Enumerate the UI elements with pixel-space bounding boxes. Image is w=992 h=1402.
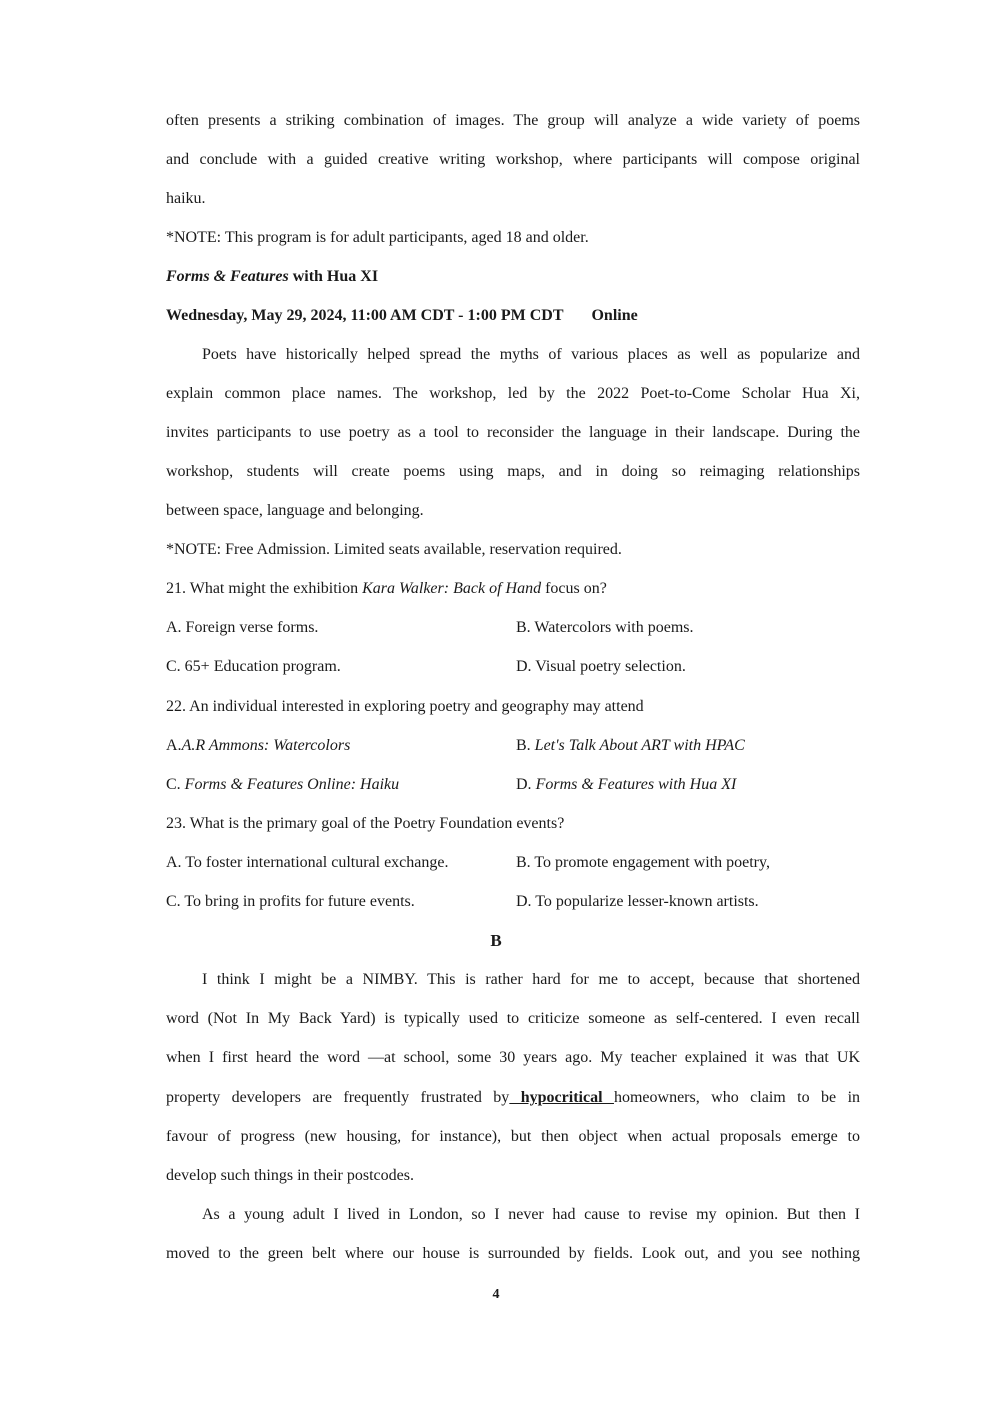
q22-b-prefix: B. [516,737,535,754]
q21-option-d[interactable]: D. Visual poetry selection. [516,658,686,675]
q22-option-d[interactable] [516,774,736,796]
q22-c-prefix: C. [166,776,185,793]
paragraph-line: invites participants to use poetry as a tool to reconsider the language in their landscape. During the [166,424,860,441]
q23-option-b[interactable]: B. To promote engagement with poetry, [516,854,770,871]
question-22-stem: 22. An individual interested in exploring poetry and geography may attend [166,698,644,715]
event-location: Online [591,307,638,324]
q22-b-text: Let's Talk About ART with HPAC [534,737,745,754]
q22-d-prefix: D. [516,776,536,793]
paragraph-line: often presents a striking combination of images. The group will analyze a wide variety of poems [166,112,860,129]
q23-option-d[interactable]: D. To popularize lesser-known artists. [516,893,759,910]
q22-d-text: Forms & Features with Hua XI [535,776,737,793]
paragraph-line: moved to the green belt where our house is surrounded by fields. Look out, and you see nothing [166,1245,860,1262]
paragraph-line: I think I might be a NIMBY. This is rather hard for me to accept, because that shortened [202,971,860,988]
paragraph-line: Poets have historically helped spread the myths of various places as well as popularize and [202,346,860,363]
note-adult-participants: *NOTE: This program is for adult participants, aged 18 and older. [166,229,589,246]
event-datetime-row [166,305,860,327]
q21-option-a[interactable]: A. Foreign verse forms. [166,619,319,636]
hypocritical-word: hypocritical [509,1089,614,1106]
question-23-stem: 23. What is the primary goal of the Poetry Foundation events? [166,815,565,832]
paragraph-line: haiku. [166,190,206,207]
q22-option-b[interactable] [516,735,745,757]
q21-stem-pre: 21. What might the exhibition [166,580,363,597]
q22-option-c[interactable] [166,774,399,796]
question-21-stem [166,578,860,600]
q22-a-prefix: A. [166,737,182,754]
paragraph-line: workshop, students will create poems using maps, and in doing so reimaging relationships [166,463,860,480]
event-title-italic: Forms & Features [166,268,289,285]
paragraph-line: word (Not In My Back Yard) is typically used to criticize someone as self-centered. I even recall [166,1010,860,1027]
paragraph-line: when I first heard the word —at school, some 30 years ago. My teacher explained it was that UK [166,1049,860,1066]
section-b-heading: B [490,931,502,950]
event-date: Wednesday, May 29, 2024, 11:00 AM CDT - 1:00 PM CDT [166,307,564,324]
event-title-rest: with Hua XI [288,268,379,285]
paragraph-line: between space, language and belonging. [166,502,424,519]
q22-option-a[interactable] [166,735,350,757]
paragraph-line: As a young adult I lived in London, so I never had cause to revise my opinion. But then I [202,1206,860,1223]
q22-c-text: Forms & Features Online: Haiku [184,776,400,793]
q21-option-c[interactable]: C. 65+ Education program. [166,658,341,675]
q23-option-a[interactable]: A. To foster international cultural exchange. [166,854,449,871]
q23-option-c[interactable]: C. To bring in profits for future events. [166,893,415,910]
nimby-line4-pre: property developers are frequently frustrated by [166,1089,510,1106]
paragraph-line-hypocritical [166,1087,860,1109]
q21-option-b[interactable]: B. Watercolors with poems. [516,619,694,636]
q21-stem-italic: Kara Walker: Back of Hand [362,580,542,597]
page-number: 4 [492,1287,500,1302]
q21-stem-post: focus on? [541,580,607,597]
paragraph-line: develop such things in their postcodes. [166,1167,414,1184]
note-free-admission: *NOTE: Free Admission. Limited seats available, reservation required. [166,541,622,558]
event-title [166,266,860,288]
nimby-line4-post: homeowners, who claim to be in [613,1089,861,1106]
paragraph-line: and conclude with a guided creative writing workshop, where participants will compose original [166,151,860,168]
paragraph-line: explain common place names. The workshop, led by the 2022 Poet-to-Come Scholar Hua Xi, [166,385,860,402]
paragraph-line: favour of progress (new housing, for instance), but then object when actual proposals emerge to [166,1128,860,1145]
q22-a-text: A.R Ammons: Watercolors [181,737,351,754]
